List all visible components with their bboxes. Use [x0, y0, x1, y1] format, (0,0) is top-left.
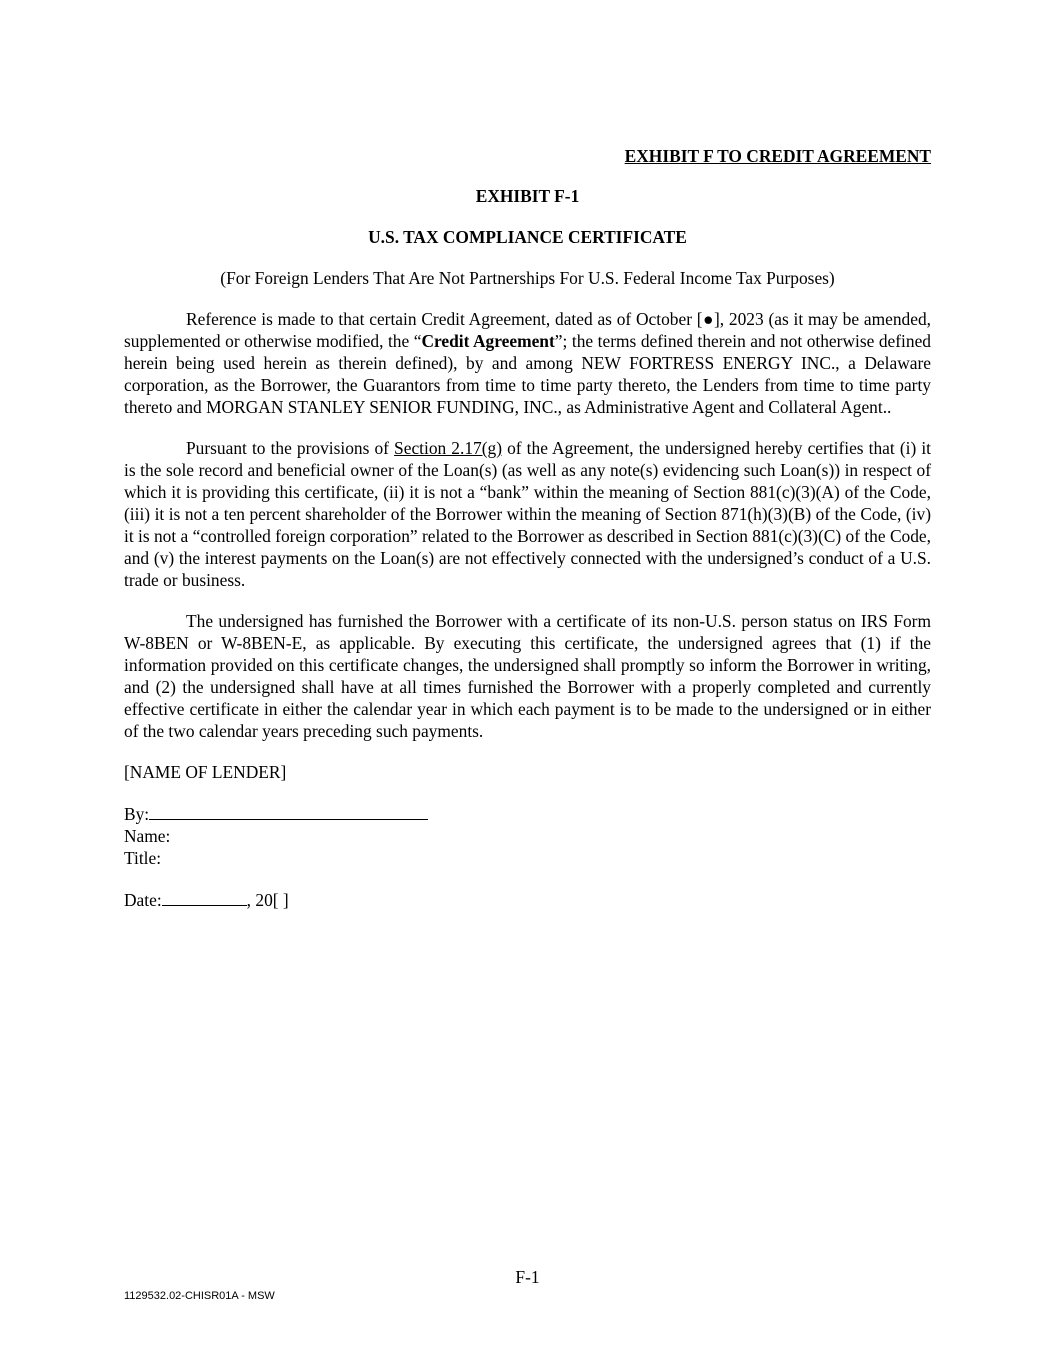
reference-text-start: Reference is made to that certain Credit Agreement, dated as of October [●], 2023 (as it may be amended, supplemented or otherwise modified, the “ [124, 309, 931, 351]
exhibit-number: EXHIBIT F-1 [475, 186, 580, 206]
document-page [124, 140, 931, 911]
certificate-subtitle: (For Foreign Lenders That Are Not Partnerships For U.S. Federal Income Tax Purposes) [220, 268, 835, 288]
document-id: 1129532.02-CHISR01A - MSW [124, 1290, 275, 1302]
certification-text-start: Pursuant to the provisions of [186, 438, 395, 458]
certification-text-end: of the Agreement, the undersigned hereby certifies that (i) it is the sole record and beneficial owner of the Loan(s) (as well as any note(s) evidencing such Loan(s)) in respect of which it is providing this certificate, (ii) it is not a “bank” within the meaning of Section 881(c)(3)(A) of the Code, (iii) it is not a ten percent shareholder of the Borrower within the meaning of Section 871(h)(3)(B) of the Code, (iv) it is not a “controlled foreign corporation” related to the Borrower as described in Section 881(c)(3)(C) of the Code, and (v) the interest payments on the Loan(s) are not effectively connected with the undersigned’s conduct of a U.S. trade or business. [124, 438, 931, 590]
date-suffix: , 20[ ] [246, 890, 289, 910]
name-label: Name: [124, 826, 171, 846]
section-reference: Section 2.17(g) [394, 438, 503, 458]
form-paragraph: The undersigned has furnished the Borrower with a certificate of its non-U.S. person status on IRS Form W-8BEN or W-8BEN-E, as applicable. By executing this certificate, the undersigned agrees that (1) if the information provided on this certificate changes, the undersigned shall promptly so inform the Borrower in writing, and (2) the undersigned shall have at all times furnished the Borrower with a properly completed and currently effective certificate in either the calendar year in which each payment is to be made to the undersigned or in either of the two calendar years preceding such payments. [124, 611, 931, 741]
credit-agreement-term: Credit Agreement [421, 331, 555, 351]
lender-name: [NAME OF LENDER] [124, 762, 287, 782]
exhibit-label: EXHIBIT F TO CREDIT AGREEMENT [624, 146, 931, 166]
reference-paragraph [124, 308, 931, 418]
signature-block [124, 802, 931, 869]
date-field[interactable] [162, 888, 247, 906]
page-number: F-1 [515, 1267, 540, 1287]
title-label: Title: [124, 848, 162, 868]
by-label: By: [124, 804, 150, 824]
by-line [124, 802, 931, 825]
signature-field[interactable] [149, 802, 428, 820]
date-label: Date: [124, 890, 162, 910]
reference-text-end: ”; the terms defined therein and not otherwise defined herein being used herein as therein defined), by and among NEW FORTRESS ENERGY INC., a Delaware corporation, as the Borrower, the Guarantors from time to time party thereto, the Lenders from time to time party thereto and MORGAN STANLEY SENIOR FUNDING, INC., as Administrative Agent and Collateral Agent.. [124, 331, 931, 417]
certificate-title: U.S. TAX COMPLIANCE CERTIFICATE [368, 227, 687, 247]
date-line [124, 888, 931, 911]
certification-paragraph [124, 437, 931, 591]
